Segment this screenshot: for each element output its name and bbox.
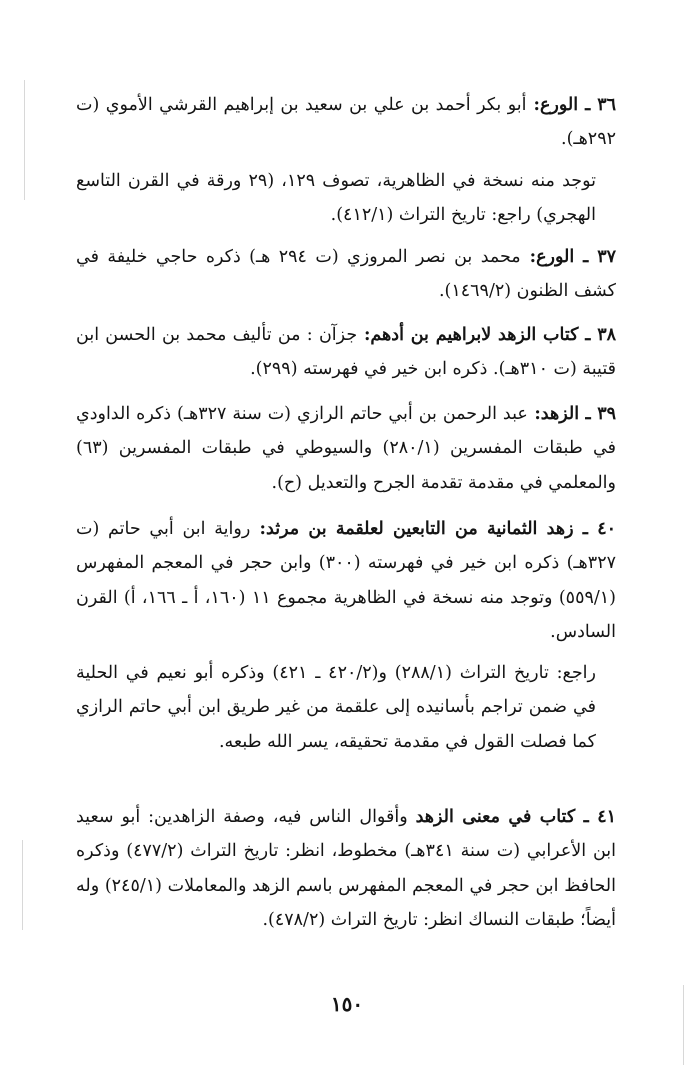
entry-number: ٣٦ [597,95,616,115]
entry-title: زهد الثمانية من التابعين لعلقمة بن مرثد [266,519,574,539]
entry-text: رواية ابن أبي حاتم (ت ٣٢٧هـ) ذكره ابن خير في فهرسته (٣٠٠) وابن حجر في المعجم المفهرس (٥٥٩/١) وتوجد منه نسخة في الظاهرية مجموع ١١ (١٦٠، أ ـ ١٦٦، أ) القرن السادس. [76,519,616,642]
entry-number: ٣٩ [597,404,616,424]
entry-title: الزهد [540,404,580,424]
entry-text: محمد بن نصر المروزي (ت ٢٩٤ هـ) ذكره حاجي خليفة في كشف الظنون (١٤٦٩/٢). [76,247,616,302]
entry-40: ٤٠ ـ زهد الثمانية من التابعين لعلقمة بن مرثد: رواية ابن أبي حاتم (ت ٣٢٧هـ) ذكره ابن خير في فهرسته (٣٠٠) وابن حجر في المعجم المفهرس (٥٥٩/١) وتوجد منه نسخة في الظاهرية مجموع ١١ (١٦٠، أ ـ ١٦٦، أ) القرن السادس. [76,519,617,642]
entry-title: الورع [539,95,579,115]
note-paragraph [76,164,596,233]
entry-text: عبد الرحمن بن أبي حاتم الرازي (ت سنة ٣٢٧هـ) ذكره الداودي في طبقات المفسرين (٢٨٠/١) والسيوطي في طبقات المفسرين (٦٣) والمعلمي في مقدمة تقدمة الجرح والتعديل (ح). [76,404,616,493]
entry-41: ٤١ ـ كتاب في معنى الزهد وأقوال الناس فيه، وصفة الزاهدين: أبو سعيد ابن الأعرابي (ت سنة ٣٤١هـ) مخطوط، انظر: تاريخ التراث (٤٧٧/٢) وذكره الحافظ ابن حجر في المعجم المفهرس باسم الزهد والمعاملات (٢٤٥/١) وله أيضاً؛ طبقات النساك انظر: تاريخ التراث (٤٧٨/٢). [76,807,616,930]
entry-text: وأقوال الناس فيه، وصفة الزاهدين: أبو سعيد ابن الأعرابي (ت سنة ٣٤١هـ) مخطوط، انظر: تاريخ التراث (٤٧٧/٢) وذكره الحافظ ابن حجر في المعجم المفهرس باسم الزهد والمعاملات (٢٤٥/١) وله أيضاً؛ طبقات النساك انظر: تاريخ التراث (٤٧٨/٢). [76,807,616,930]
page-edge-line-left-lower [22,840,23,930]
page-number: ١٥٠ [330,992,364,1016]
entry-text: أبو بكر أحمد بن علي بن سعيد بن إبراهيم القرشي الأموي (ت ٢٩٢هـ). [76,95,616,150]
entry-title: كتاب في معنى الزهد [415,807,576,827]
entry-39: ٣٩ ـ الزهد: عبد الرحمن بن أبي حاتم الرازي (ت سنة ٣٢٧هـ) ذكره الداودي في طبقات المفسرين (٢٨٠/١) والسيوطي في طبقات المفسرين (٦٣) والمعلمي في مقدمة تقدمة الجرح والتعديل (ح). [76,404,616,493]
note-text: توجد منه نسخة في الظاهرية، تصوف ١٢٩، (٢٩ ورقة في القرن التاسع الهجري) راجع: تاريخ التراث (٤١٢/١). [76,171,596,226]
entry-37: ٣٧ ـ الورع: محمد بن نصر المروزي (ت ٢٩٤ هـ) ذكره حاجي خليفة في كشف الظنون (١٤٦٩/٢). [76,247,616,302]
entry-36: ٣٦ ـ الورع: أبو بكر أحمد بن علي بن سعيد بن إبراهيم القرشي الأموي (ت ٢٩٢هـ). [76,95,616,150]
note-text: راجع: تاريخ التراث (٢٨٨/١) و(٤٢٠/٢ ـ ٤٢١) وذكره أبو نعيم في الحلية في ضمن تراجم بأسانيده إلى علقمة من غير طريق ابن أبي حاتم الرازي كما فصلت القول في مقدمة تحقيقه، يسر الله طبعه. [76,663,596,752]
entry-38: ٣٨ ـ كتاب الزهد لابراهيم بن أدهم: جزآن : من تأليف محمد بن الحسن ابن قتيبة (ت ٣١٠هـ). ذكره ابن خير في فهرسته (٢٩٩). [76,325,616,380]
entry-title: كتاب الزهد لابراهيم بن أدهم [370,325,579,345]
entry-number: ٤٠ [597,519,617,539]
entry-title: الورع [536,247,575,267]
entry-text: جزآن : من تأليف محمد بن الحسن ابن قتيبة (ت ٣١٠هـ). ذكره ابن خير في فهرسته (٢٩٩). [76,325,616,380]
entry-number: ٣٧ [597,247,616,267]
entry-number: ٣٨ [597,325,616,345]
page-edge-line-left [24,80,25,200]
entry-number: ٤١ [597,807,616,827]
note-paragraph [76,656,596,759]
